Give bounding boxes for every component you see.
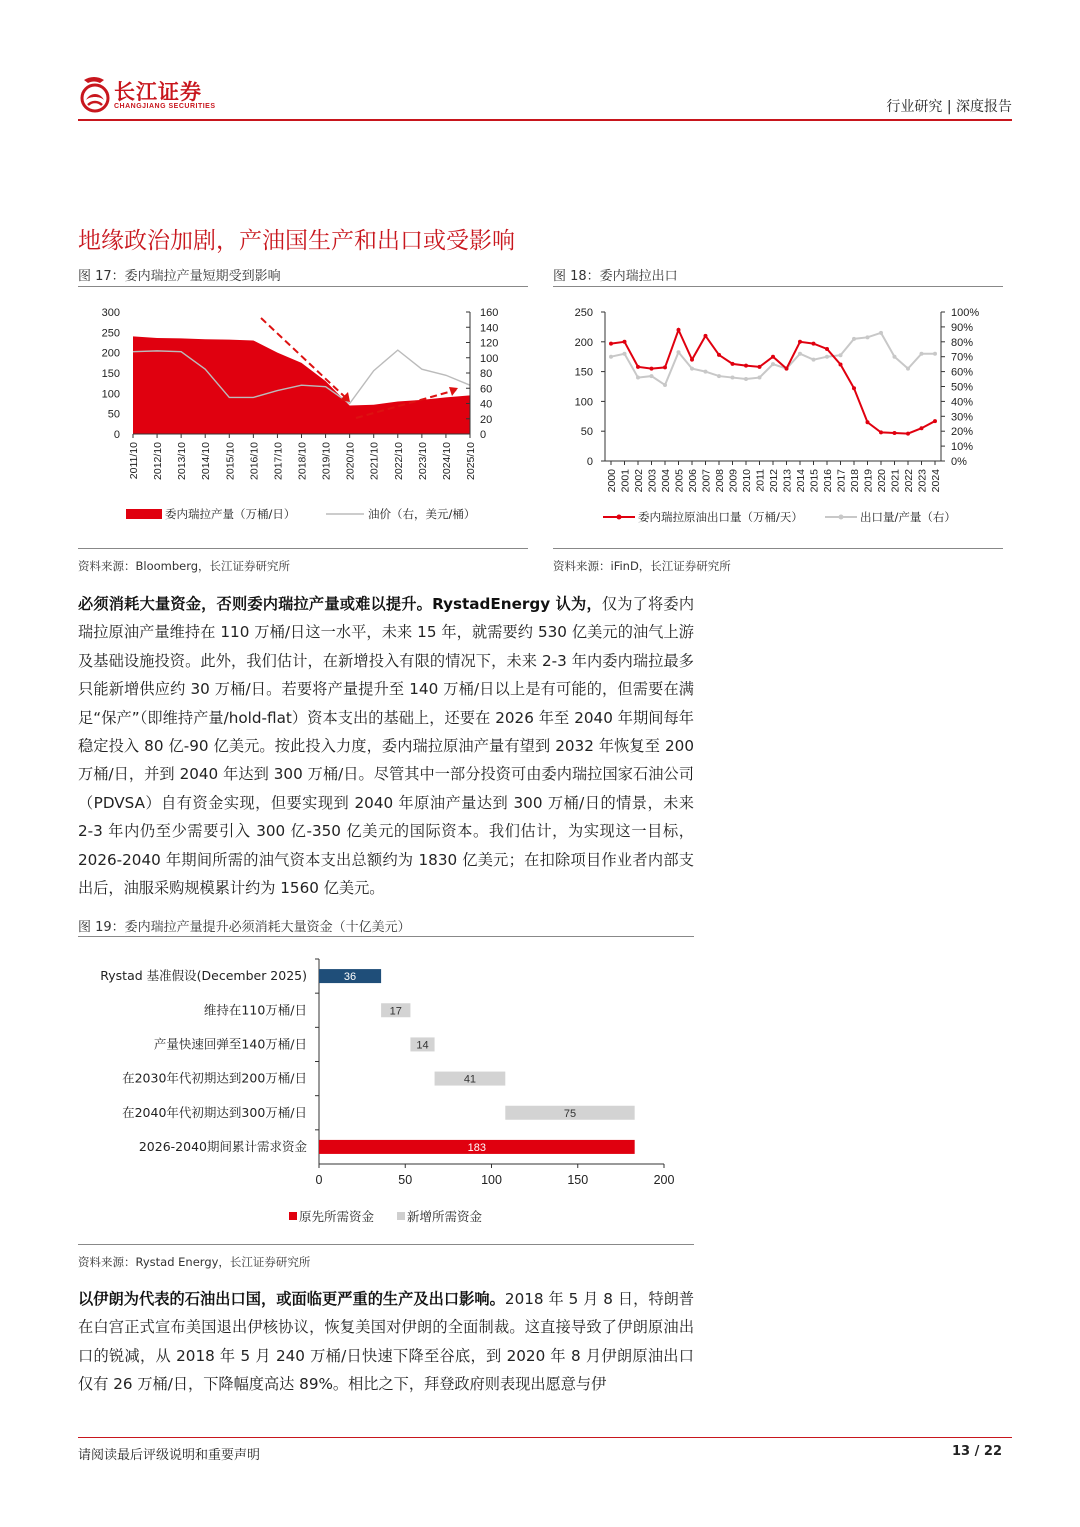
export-volume-point <box>717 353 721 357</box>
left-y-tick-label: 100 <box>574 396 593 409</box>
legend-label-export-ratio: 出口量/产量（右） <box>860 510 956 524</box>
paragraph-2 <box>78 1285 694 1399</box>
x-tick-label: 0 <box>315 1173 323 1187</box>
category-label: Rystad 基准假设(December 2025) <box>100 968 307 984</box>
right-y-tick-label: 80 <box>480 368 493 380</box>
left-y-tick-label: 50 <box>107 408 120 421</box>
x-tick-label: 2020/10 <box>344 442 357 480</box>
export-ratio-point <box>731 376 735 380</box>
export-volume-point <box>798 340 802 344</box>
export-volume-point <box>650 367 654 371</box>
left-y-tick-label: 150 <box>574 366 593 379</box>
export-ratio-line <box>611 333 935 385</box>
x-tick-label: 2006 <box>687 469 699 493</box>
export-ratio-point <box>798 352 802 356</box>
paragraph-1-lead: 必须消耗大量资金，否则委内瑞拉产量或难以提升。RystadEnergy 认为， <box>78 595 602 613</box>
x-tick-label: 2005 <box>673 469 686 493</box>
export-volume-point <box>866 420 870 424</box>
export-ratio-point <box>677 350 681 354</box>
legend-marker-export-ratio <box>839 515 844 520</box>
fig19-bottom-rule <box>78 1244 694 1245</box>
right-y-tick-label: 40 <box>480 398 493 411</box>
x-tick-label: 2021/10 <box>368 442 381 480</box>
paragraph-2-lead: 以伊朗为代表的石油出口国，或面临更严重的生产及出口影响。 <box>78 1290 505 1308</box>
x-tick-label: 2018/10 <box>296 442 309 480</box>
x-tick-label: 2004 <box>660 469 672 493</box>
category-label: 在2040年代初期达到300万桶/日 <box>122 1104 307 1120</box>
x-tick-label: 2012/10 <box>152 442 165 480</box>
export-ratio-point <box>650 374 654 378</box>
bar-value-label: 36 <box>343 971 357 984</box>
export-volume-point <box>920 426 924 430</box>
left-y-tick-label: 300 <box>101 307 120 319</box>
x-tick-label: 2011 <box>754 469 767 492</box>
x-tick-label: 2015/10 <box>224 442 237 480</box>
export-volume-point <box>704 334 708 338</box>
export-volume-point <box>812 342 816 346</box>
category-label: 维持在110万桶/日 <box>203 1002 307 1018</box>
fig17-source: 资料来源：Bloomberg，长江证券研究所 <box>78 559 291 573</box>
right-y-tick-label: 70% <box>951 351 974 364</box>
fig17-top-rule <box>78 286 528 287</box>
export-ratio-point <box>758 376 762 380</box>
report-type: 行业研究 | 深度报告 <box>886 99 1012 115</box>
export-volume-point <box>677 328 681 332</box>
left-y-tick-label: 200 <box>101 347 120 360</box>
x-tick-label: 2022/10 <box>392 442 405 480</box>
export-ratio-point <box>825 355 829 359</box>
x-tick-label: 2000 <box>606 469 618 493</box>
x-tick-label: 2015 <box>808 469 821 493</box>
x-tick-label: 50 <box>398 1173 413 1187</box>
left-y-tick-label: 50 <box>580 426 593 439</box>
export-ratio-point <box>879 331 883 335</box>
x-tick-label: 2003 <box>646 469 659 493</box>
x-tick-label: 2010 <box>741 469 753 493</box>
export-ratio-point <box>704 370 708 374</box>
right-y-tick-label: 100 <box>480 352 499 365</box>
legend-label-oil-price: 油价（右，美元/桶） <box>368 507 476 521</box>
legend-marker-export-volume <box>617 515 622 520</box>
x-tick-label: 2019/10 <box>320 442 333 480</box>
export-volume-point <box>785 367 789 371</box>
export-ratio-point <box>690 367 694 371</box>
x-tick-label: 2024 <box>930 469 942 493</box>
x-tick-label: 2025/10 <box>465 442 477 480</box>
legend-label-production: 委内瑞拉产量（万桶/日） <box>165 507 296 521</box>
legend-swatch-original <box>289 1212 297 1220</box>
export-volume-point <box>893 431 897 435</box>
x-tick-label: 2009 <box>727 469 740 493</box>
export-ratio-point <box>812 358 816 362</box>
x-tick-label: 2019 <box>862 469 875 493</box>
export-ratio-point <box>906 367 910 371</box>
right-y-tick-label: 30% <box>951 411 974 424</box>
header-rule <box>78 119 1012 121</box>
logo <box>78 74 238 116</box>
legend-swatch-production <box>126 509 162 519</box>
x-tick-label: 2008 <box>714 469 726 493</box>
x-tick-label: 2022 <box>903 469 915 493</box>
logo-text: 长江证券 <box>114 80 202 104</box>
fig18-chart <box>553 290 1005 540</box>
fig19-top-rule <box>78 936 694 937</box>
x-tick-label: 2016 <box>822 469 834 493</box>
export-ratio-point <box>866 335 870 339</box>
fig18-source: 资料来源：iFinD，长江证券研究所 <box>553 559 731 573</box>
x-tick-label: 2007 <box>700 469 713 493</box>
export-ratio-point <box>933 352 937 356</box>
right-y-tick-label: 20 <box>480 413 493 426</box>
export-ratio-point <box>609 355 613 359</box>
export-volume-point <box>839 362 843 366</box>
fig19-chart <box>78 940 694 1240</box>
paragraph-1-body: 仅为了将委内瑞拉原油产量维持在 110 万桶/日这一水平，未来 15 年，就需要约 530 亿美元的油气上游及基础设施投资。此外，我们估计，在新增投入有限的情况下，未来 2-3 年内委内瑞拉最多只能新增供应约 30 万桶/日。若要将产量提升至 140 万桶/日以上是有可能的，但需要在满足“保产”（即维持产量/hold-flat）资本支出的基础上，还要在 2026 年至 2040 年期间每年稳定投入 80 亿-90 亿美元。按此投入力度，委内瑞拉原油产量有望到 2032 年恢复至 200 万桶/日，并到 2040 年达到 300 万桶/日。尽管其中一部分投资可由委内瑞拉国家石油公司（PDVSA）自有资金实现，但要实现到 2040 年原油产量达到 300 万桶/日的情景，未来 2-3 年内仍至少需要引入 300 亿-350 亿美元的国际资本。我们估计，为实现这一目标，2026-2040 年期间所需的油气资本支出总额约为 1830 亿美元；在扣除项目作业者内部支出后，油服采购规模累计约为 1560 亿美元。 <box>78 595 695 898</box>
export-volume-point <box>906 432 910 436</box>
x-tick-label: 2014 <box>795 469 807 493</box>
export-volume-point <box>731 362 735 366</box>
x-tick-label: 2016/10 <box>248 442 261 480</box>
export-volume-point <box>623 340 627 344</box>
export-volume-point <box>609 342 613 346</box>
paragraph-2-body: 2018 年 5 月 8 日，特朗普在白宫正式宣布美国退出伊核协议，恢复美国对伊朗的全面制裁。这直接导致了伊朗原油出口的锐减，从 2018 年 5 月 240 万桶/日快速下降至谷底，到 2020 年 8 月伊朗原油出口仅有 26 万桶/日，下降幅度高达 89%。相比之下，拜登政府则表现出愿意与伊 <box>78 1290 695 1394</box>
fig18-caption: 图 18：委内瑞拉出口 <box>553 269 678 284</box>
logo-emblem-icon <box>78 74 112 114</box>
bar-value-label: 14 <box>416 1039 429 1052</box>
x-tick-label: 2013/10 <box>176 442 189 480</box>
right-y-tick-label: 90% <box>951 321 974 334</box>
x-tick-label: 2020 <box>876 469 888 493</box>
export-volume-point <box>933 419 937 423</box>
right-y-tick-label: 60 <box>480 383 493 396</box>
left-y-tick-label: 0 <box>113 429 120 441</box>
right-y-tick-label: 40% <box>951 396 974 409</box>
category-label: 2026-2040期间累计需求资金 <box>138 1138 307 1154</box>
right-y-tick-label: 0% <box>951 456 967 468</box>
paragraph-1 <box>78 590 694 902</box>
right-y-tick-label: 120 <box>480 337 499 350</box>
fig18-bottom-rule <box>553 548 1003 549</box>
fig17-caption: 图 17：委内瑞拉产量短期受到影响 <box>78 269 281 284</box>
bar-value-label: 75 <box>563 1107 577 1120</box>
bar-value-label: 183 <box>467 1141 487 1154</box>
export-ratio-point <box>771 362 775 366</box>
export-volume-point <box>744 364 748 368</box>
footer-disclaimer: 请阅读最后评级说明和重要声明 <box>78 1448 261 1463</box>
x-tick-label: 200 <box>653 1173 675 1187</box>
x-tick-label: 2014/10 <box>200 442 213 480</box>
export-ratio-point <box>623 352 627 356</box>
export-volume-point <box>879 430 883 434</box>
legend-swatch-new <box>397 1212 405 1220</box>
bar-value-label: 17 <box>389 1005 402 1018</box>
fig19-source: 资料来源：Rystad Energy，长江证券研究所 <box>78 1255 311 1269</box>
legend-label-new: 新增所需资金 <box>407 1209 483 1224</box>
right-y-tick-label: 160 <box>480 307 499 319</box>
export-volume-point <box>852 386 856 390</box>
x-tick-label: 2017/10 <box>272 442 285 480</box>
export-volume-point <box>636 365 640 369</box>
left-y-tick-label: 100 <box>101 388 120 401</box>
x-tick-label: 2012 <box>768 469 780 493</box>
up-arrow-head-icon <box>449 387 458 396</box>
export-volume-point <box>825 347 829 351</box>
export-ratio-point <box>839 353 843 357</box>
category-label: 在2030年代初期达到200万桶/日 <box>122 1070 307 1086</box>
export-ratio-point <box>663 383 667 387</box>
x-tick-label: 2023/10 <box>416 442 429 480</box>
export-volume-point <box>663 365 667 369</box>
export-ratio-point <box>636 376 640 380</box>
left-y-tick-label: 250 <box>101 327 120 340</box>
export-ratio-point <box>744 377 748 381</box>
right-y-tick-label: 100% <box>951 307 980 319</box>
export-ratio-point <box>920 352 924 356</box>
x-tick-label: 2017 <box>835 469 848 493</box>
export-volume-point <box>771 355 775 359</box>
fig17-chart <box>78 290 530 540</box>
fig18-top-rule <box>553 286 1003 287</box>
page-number: 13 / 22 <box>952 1444 1002 1459</box>
x-tick-label: 100 <box>481 1173 502 1187</box>
section-title: 地缘政治加剧，产油国生产和出口或受影响 <box>78 228 515 254</box>
x-tick-label: 2011/10 <box>128 442 140 480</box>
left-y-tick-label: 250 <box>574 307 593 319</box>
right-y-tick-label: 80% <box>951 336 974 349</box>
right-y-tick-label: 10% <box>951 441 974 454</box>
export-ratio-point <box>893 355 897 359</box>
x-tick-label: 150 <box>567 1173 589 1187</box>
right-y-tick-label: 50% <box>951 381 974 394</box>
export-ratio-point <box>717 374 721 378</box>
logo-subtitle: CHANGJIANG SECURITIES <box>114 103 216 110</box>
left-y-tick-label: 200 <box>574 336 593 349</box>
x-tick-label: 2001 <box>619 469 632 493</box>
x-tick-label: 2013 <box>781 469 794 493</box>
right-y-tick-label: 140 <box>480 322 499 335</box>
export-volume-point <box>690 358 694 362</box>
left-y-tick-label: 150 <box>101 368 120 380</box>
right-y-tick-label: 0 <box>480 429 487 441</box>
x-tick-label: 2021 <box>889 469 902 493</box>
x-tick-label: 2018 <box>849 469 861 493</box>
x-tick-label: 2023 <box>916 469 929 493</box>
export-ratio-point <box>852 337 856 341</box>
left-y-tick-label: 0 <box>586 456 593 468</box>
right-y-tick-label: 60% <box>951 366 974 379</box>
fig19-caption: 图 19：委内瑞拉产量提升必须消耗大量资金（十亿美元） <box>78 920 411 935</box>
export-volume-point <box>758 365 762 369</box>
x-tick-label: 2002 <box>633 469 645 493</box>
legend-label-original: 原先所需资金 <box>299 1209 375 1224</box>
footer-rule <box>78 1437 1012 1438</box>
bar-value-label: 41 <box>463 1073 477 1086</box>
category-label: 产量快速回弹至140万桶/日 <box>153 1036 307 1052</box>
x-tick-label: 2024/10 <box>440 442 453 480</box>
legend-label-export-volume: 委内瑞拉原油出口量（万桶/天） <box>638 510 803 524</box>
right-y-tick-label: 20% <box>951 426 974 439</box>
fig17-bottom-rule <box>78 548 528 549</box>
